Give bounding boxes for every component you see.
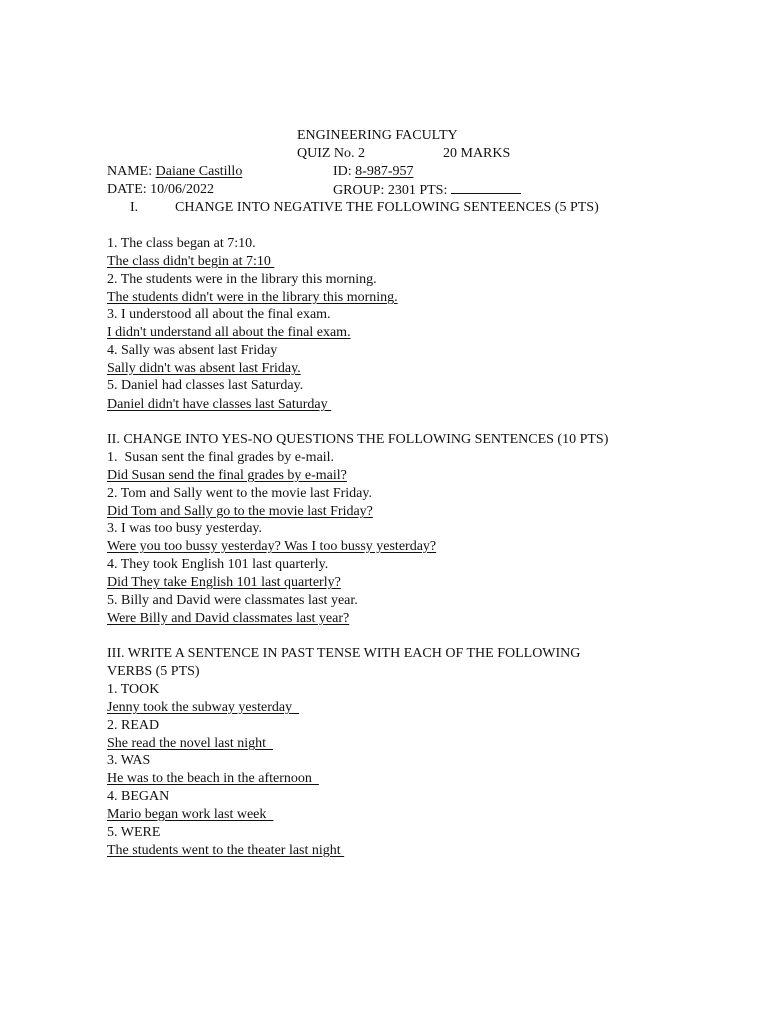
date-row: DATE: 10/06/2022 — [107, 182, 214, 197]
s2-a5: Were Billy and David classmates last year? — [107, 611, 350, 626]
s3-q5: 5. WERE — [107, 825, 161, 840]
section3-title-line2: VERBS (5 PTS) — [107, 664, 200, 679]
section3-title-line1: III. WRITE A SENTENCE IN PAST TENSE WITH EACH OF THE FOLLOWING — [107, 646, 581, 661]
name-label: NAME: — [107, 164, 153, 179]
s1-q5: 5. Daniel had classes last Saturday. — [107, 378, 304, 393]
s3-a4: Mario began work last week — [107, 807, 274, 822]
s3-q1: 1. TOOK — [107, 682, 160, 697]
s3-q2: 2. READ — [107, 718, 160, 733]
s1-a4: Sally didn't was absent last Friday. — [107, 361, 301, 376]
s2-a3: Were you too bussy yesterday? Was I too bussy yesterday? — [107, 539, 437, 554]
s3-a1: Jenny took the subway yesterday — [107, 700, 300, 715]
s2-q4: 4. They took English 101 last quarterly. — [107, 557, 329, 572]
name-row — [107, 163, 242, 180]
group-row — [333, 181, 521, 199]
s1-q2: 2. The students were in the library this morning. — [107, 272, 377, 287]
s3-a5: The students went to the theater last night — [107, 843, 345, 858]
quiz-number: QUIZ No. 2 — [297, 146, 366, 161]
s1-a1: The class didn't begin at 7:10 — [107, 254, 275, 269]
s2-a2: Did Tom and Sally go to the movie last Friday? — [107, 504, 373, 519]
s3-a2: She read the novel last night — [107, 736, 274, 751]
s2-q3: 3. I was too busy yesterday. — [107, 521, 263, 536]
s1-q4: 4. Sally was absent last Friday — [107, 343, 278, 358]
student-id: 8-987-957 — [355, 164, 414, 179]
s2-q1: 1. Susan sent the final grades by e-mail. — [107, 450, 335, 465]
s1-a3: I didn't understand all about the final exam. — [107, 325, 351, 340]
s2-a1: Did Susan send the final grades by e-mail? — [107, 468, 347, 483]
s1-q1: 1. The class began at 7:10. — [107, 236, 256, 251]
s3-a3: He was to the beach in the afternoon — [107, 771, 319, 786]
s1-a5: Daniel didn't have classes last Saturday — [107, 397, 332, 412]
total-marks: 20 MARKS — [443, 146, 511, 161]
id-label: ID: — [333, 164, 352, 179]
faculty-title: ENGINEERING FACULTY — [297, 128, 458, 143]
s1-a2: The students didn't were in the library this morning. — [107, 290, 398, 305]
section2-title: II. CHANGE INTO YES-NO QUESTIONS THE FOLLOWING SENTENCES (10 PTS) — [107, 432, 609, 447]
s2-a4: Did They take English 101 last quarterly? — [107, 575, 341, 590]
section1-numeral: I. — [130, 200, 139, 215]
s3-q4: 4. BEGAN — [107, 789, 170, 804]
s1-q3: 3. I understood all about the final exam. — [107, 307, 331, 322]
s2-q2: 2. Tom and Sally went to the movie last Friday. — [107, 486, 372, 501]
id-row — [333, 163, 414, 180]
s2-q5: 5. Billy and David were classmates last year. — [107, 593, 358, 608]
section1-title: CHANGE INTO NEGATIVE THE FOLLOWING SENTEENCES (5 PTS) — [175, 200, 599, 215]
pts-blank-line — [451, 181, 521, 194]
group-label: GROUP: 2301 PTS: — [333, 183, 448, 198]
s3-q3: 3. WAS — [107, 753, 151, 768]
student-name: Daiane Castillo — [155, 164, 243, 179]
